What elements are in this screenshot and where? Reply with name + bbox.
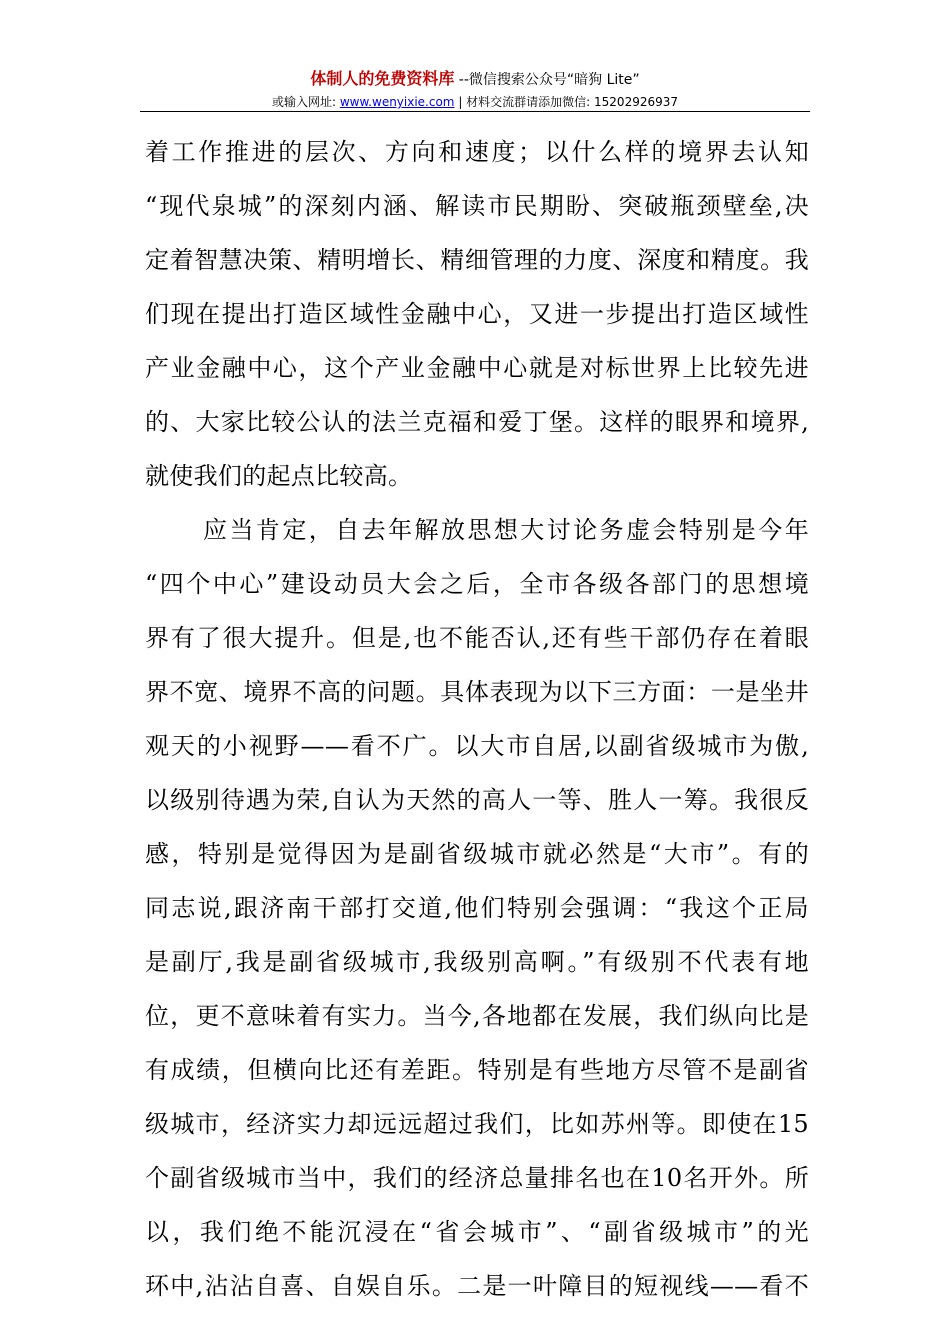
text-line: 定着智慧决策、精明增长、精细管理的力度、深度和精度。我 — [145, 246, 809, 274]
text-line: 感，特别是觉得因为是副省级城市就必然是“大市”。有的 — [145, 840, 809, 868]
text-line: 们现在提出打造区域性金融中心，又进一步提出打造区域性 — [145, 300, 809, 328]
paragraph-1 — [145, 125, 809, 503]
text-line: “现代泉城”的深刻内涵、解读市民期盼、突破瓶颈壁垒,决 — [145, 192, 809, 220]
text-line: 级城市，经济实力却远远超过我们，比如苏州等。即使在15 — [145, 1110, 809, 1138]
text-line: 界不宽、境界不高的问题。具体表现为以下三方面：一是坐井 — [145, 678, 809, 706]
text-line: 同志说,跟济南干部打交道,他们特别会强调：“我这个正局 — [145, 894, 809, 922]
text-line: 界有了很大提升。但是,也不能否认,还有些干部仍存在着眼 — [145, 624, 809, 652]
text-line: 是副厅,我是副省级城市,我级别高啊。”有级别不代表有地 — [145, 948, 809, 976]
document-body — [145, 125, 809, 1313]
header-tagline: --微信搜索公众号“暗狗 Lite” — [454, 72, 640, 88]
text-line: 环中,沾沾自喜、自娱自乐。二是一叶障目的短视线——看不 — [145, 1272, 809, 1300]
page-header — [140, 68, 810, 113]
header-url-prefix: 或输入网址: — [271, 95, 340, 109]
text-line: 就使我们的起点比较高。 — [145, 462, 413, 490]
header-url-link[interactable]: www.wenyixie.com — [339, 95, 455, 109]
text-line: 有成绩，但横向比还有差距。特别是有些地方尽管不是副省 — [145, 1056, 809, 1084]
header-contact-line — [140, 91, 810, 113]
text-line: 应当肯定，自去年解放思想大讨论务虚会特别是今年 — [203, 516, 809, 544]
header-divider — [140, 111, 810, 112]
text-line: 位，更不意味着有实力。当今,各地都在发展，我们纵向比是 — [145, 1002, 809, 1030]
text-line: 以级别待遇为荣,自认为天然的高人一等、胜人一筹。我很反 — [145, 786, 809, 814]
text-line: “四个中心”建设动员大会之后，全市各级各部门的思想境 — [145, 570, 809, 598]
header-contact: | 材料交流群请添加微信: 15202926937 — [454, 95, 679, 109]
paragraph-2 — [145, 503, 809, 1313]
text-line: 以，我们绝不能沉浸在“省会城市”、“副省级城市”的光 — [145, 1218, 809, 1246]
text-line: 产业金融中心，这个产业金融中心就是对标世界上比较先进 — [145, 354, 809, 382]
header-brand: 体制人的免费资料库 — [310, 69, 455, 88]
text-line: 观天的小视野——看不广。以大市自居,以副省级城市为傲, — [145, 732, 809, 760]
header-title-line — [140, 68, 810, 91]
text-line: 个副省级城市当中，我们的经济总量排名也在10名开外。所 — [145, 1164, 809, 1192]
text-line: 的、大家比较公认的法兰克福和爱丁堡。这样的眼界和境界, — [145, 408, 809, 436]
text-line: 着工作推进的层次、方向和速度；以什么样的境界去认知 — [145, 138, 809, 166]
